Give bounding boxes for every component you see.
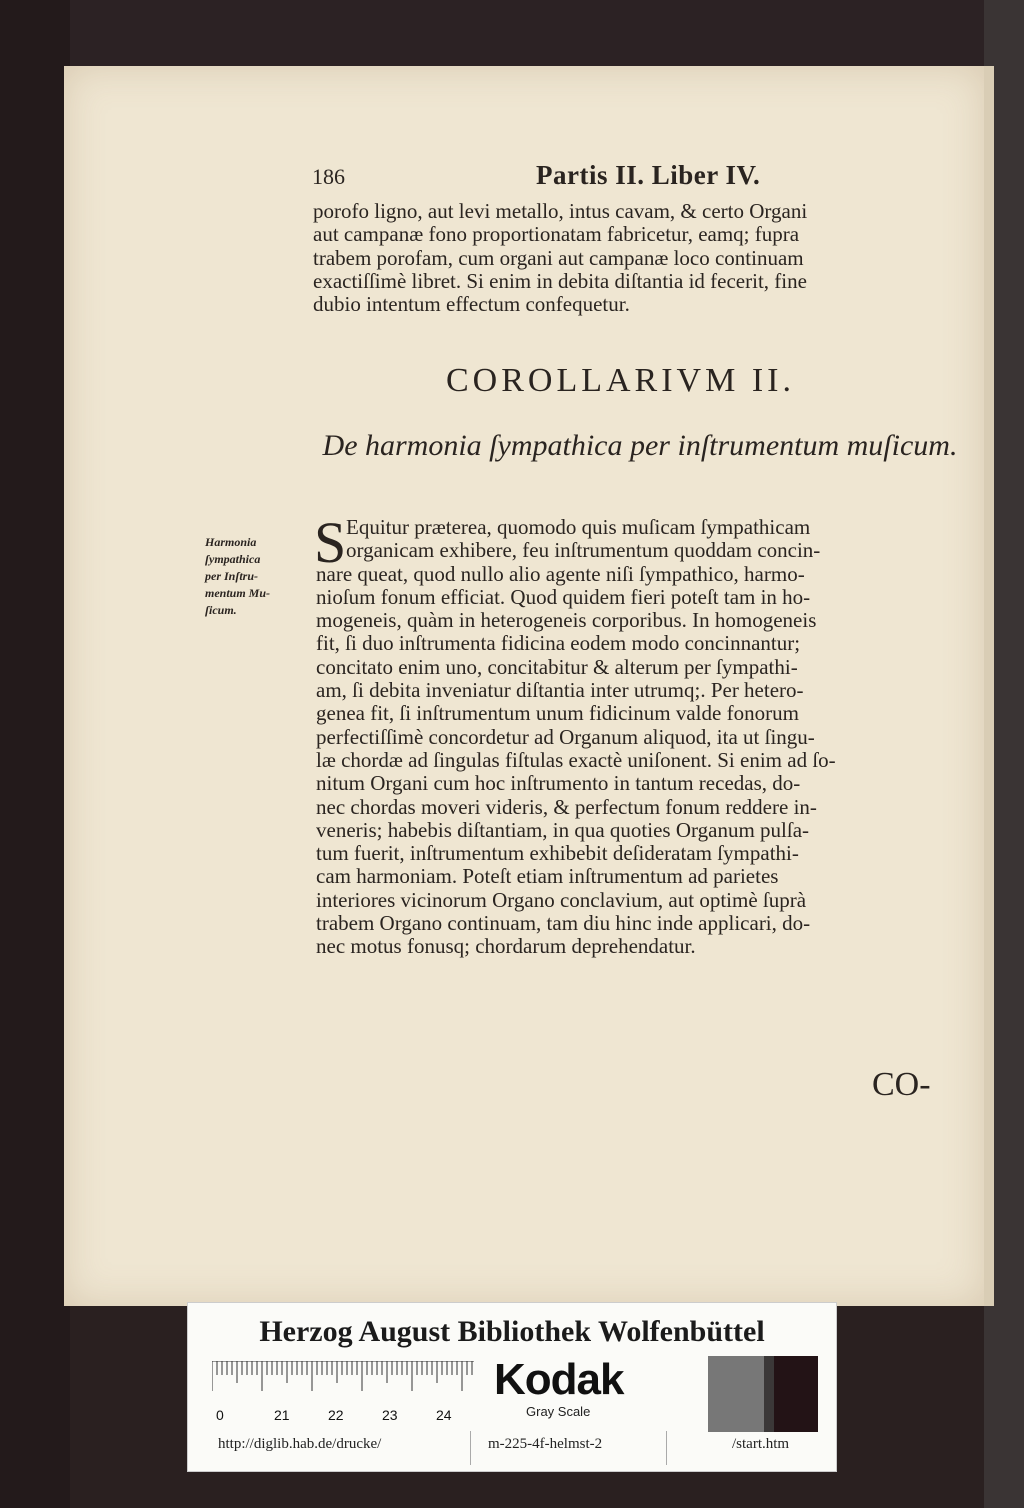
ruler [212, 1361, 474, 1405]
gray-swatch [708, 1356, 764, 1432]
page-edge [984, 66, 994, 1306]
marginal-line: mentum Mu- [205, 586, 271, 600]
marginal-line: ſicum. [205, 603, 237, 617]
text-line: nitum Organi cum hoc inſtrumento in tantum recedas, do- [316, 771, 801, 796]
marginal-line: per Inſtru- [205, 569, 259, 583]
text-line: perfectiſſimè concordetur ad Organum aliquod, ita ut ſingu- [316, 724, 815, 749]
paragraph-2 [314, 510, 836, 959]
text-line: trabem porofam, cum organi aut campanæ loco continuam [313, 245, 804, 270]
text-line: fit, ſi duo inſtrumenta fidicina eodem modo concinnantur; [316, 631, 801, 656]
text-line: mogeneis, quàm in heterogeneis corporibus. In homogeneis [316, 608, 817, 633]
marginal-note [205, 534, 270, 619]
drop-cap: S [314, 510, 347, 575]
scan-background-left [0, 0, 70, 1508]
text-line: cam harmoniam. Poteſt etiam inſtrumentum ad parietes [316, 864, 779, 889]
text-line: tum fuerit, inſtrumentum exhibebit deſideratam ſympathi- [316, 841, 799, 866]
start-path: /start.htm [732, 1436, 790, 1452]
color-calibration-card [187, 1302, 837, 1472]
gray-scale-label: Gray Scale [526, 1404, 591, 1419]
marginal-line: ſympathica [205, 552, 261, 566]
text-line: nare queat, quod nullo alio agente niſi ſympathico, harmo- [316, 561, 805, 586]
catchword: CO- [872, 1066, 931, 1103]
library-name: Herzog August Bibliothek Wolfenbüttel [259, 1315, 765, 1348]
kodak-logo: Kodak [494, 1355, 624, 1404]
ruler-label: 21 [274, 1407, 290, 1423]
text-line: nioſum fonum efficiat. Quod quidem fieri poteſt tam in ho- [316, 584, 811, 609]
text-line: organicam exhibere, feu inſtrumentum quoddam concin- [346, 538, 821, 563]
text-line: Equitur præterea, quomodo quis muſicam ſympathicam [346, 515, 811, 539]
text-line: am, ſi debita inveniatur diſtantia inter utrumq;. Per hetero- [316, 678, 804, 703]
divider [666, 1431, 667, 1465]
text-line: genea fit, ſi inſtrumentum unum fidicinum valde fonorum [316, 701, 799, 726]
text-line: aut campanæ fono proportionatam fabricetur, eamq; fupra [313, 222, 800, 247]
dark-gray-swatch [764, 1356, 774, 1432]
text-line: interiores vicinorum Organo conclavium, aut optimè ſuprà [316, 887, 807, 912]
page-number: 186 [312, 164, 345, 189]
text-line: porofo ligno, aut levi metallo, intus cavam, & certo Organi [313, 199, 808, 223]
section-subtitle: De harmonia ſympathica per inſtrumentum muſicum. [322, 429, 958, 462]
paragraph-1 [313, 200, 807, 316]
text-line: exactiſſimè libret. Si enim in debita diſtantia id fecerit, fine [313, 268, 807, 293]
scan-background-top [0, 0, 1024, 70]
section-title: COROLLARIVM II. [446, 362, 795, 399]
text-line: nec chordas moveri videris, & perfectum fonum reddere in- [316, 794, 817, 819]
ruler-label: 22 [328, 1407, 344, 1423]
marginal-line: Harmonia [205, 535, 257, 549]
text-line: concitato enim uno, concitabitur & alterum per ſympathi- [316, 654, 798, 679]
text-line: trabem Organo continuam, tam diu hinc inde applicari, do- [316, 911, 811, 936]
black-swatch [774, 1356, 818, 1432]
text-line: dubio intentum effectum confequetur. [313, 292, 630, 317]
ruler-label: 23 [382, 1407, 398, 1423]
url-text: http://diglib.hab.de/drucke/ [218, 1436, 382, 1452]
text-line: nec motus fonusq; chordarum deprehendatur. [316, 934, 696, 959]
document-id: m-225-4f-helmst-2 [488, 1436, 603, 1452]
ruler-label: 24 [436, 1407, 452, 1423]
ruler-label: 0 [216, 1407, 224, 1423]
divider [470, 1431, 471, 1465]
text-line: veneris; habebis diſtantiam, in qua quoties Organum pulſa- [316, 817, 810, 842]
running-head: Partis II. Liber IV. [536, 160, 761, 190]
text-line: læ chordæ ad ſingulas fiſtulas exactè uniſonent. Si enim ad ſo- [316, 747, 836, 772]
